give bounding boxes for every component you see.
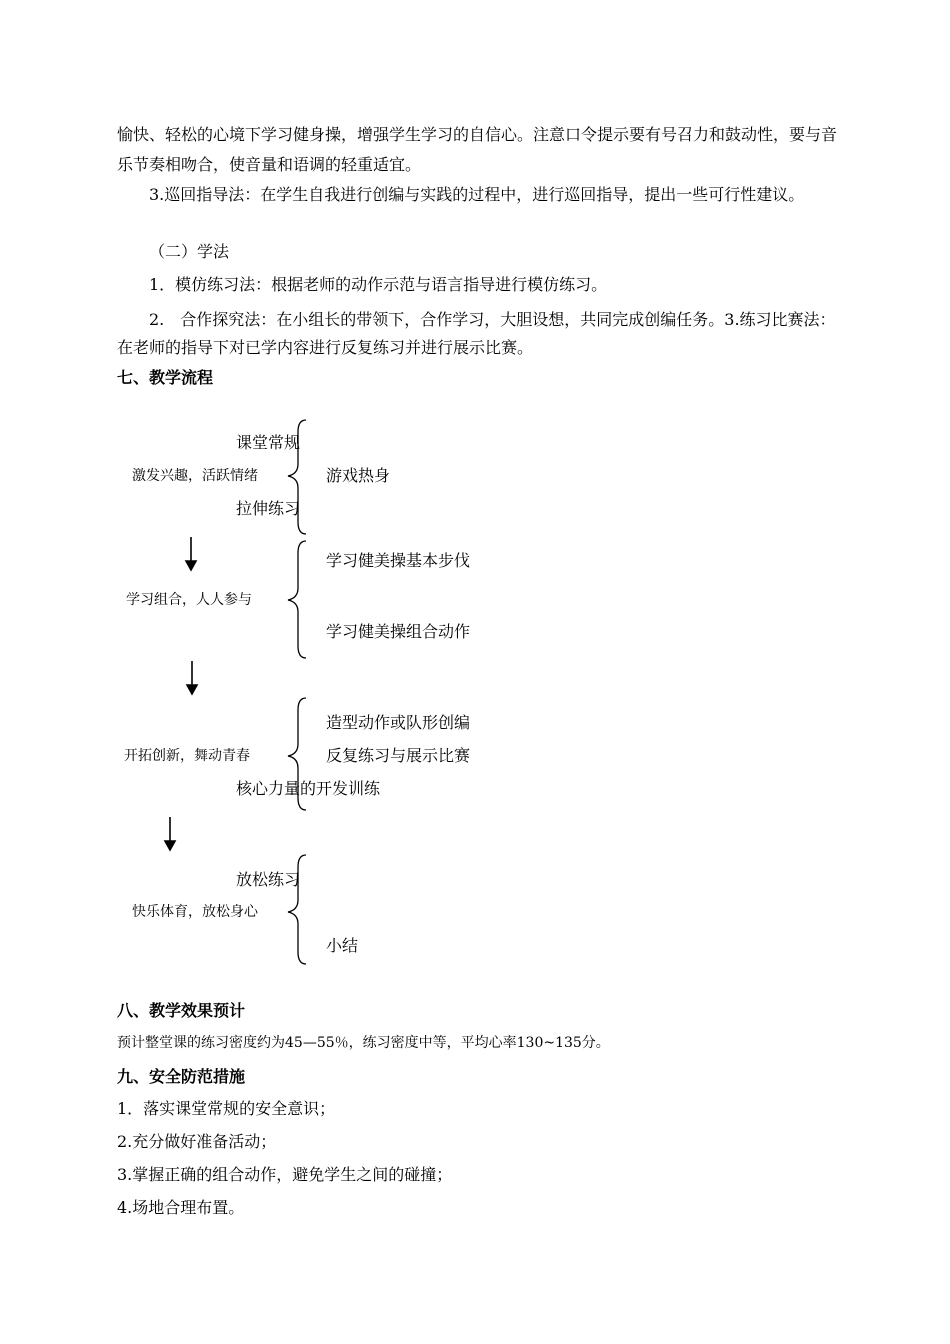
section-8-heading: 八、教学效果预计 [117, 1001, 246, 1020]
section-7-heading: 七、教学流程 [117, 368, 214, 387]
section-8-text: 预计整堂课的练习密度约为45—55％，练习密度中等，平均心率130~135分。 [117, 1035, 610, 1051]
flow-item-classroom-routine: 课堂常规 [236, 433, 301, 452]
flow-label-happy-pe: 快乐体育，放松身心 [132, 904, 258, 920]
flow-item-warmup-game: 游戏热身 [326, 466, 391, 485]
safety-item-4: 4.场地合理布置。 [117, 1198, 245, 1217]
flow-label-learn-combination: 学习组合，人人参与 [126, 592, 252, 608]
flow-item-practice-competition: 反复练习与展示比赛 [326, 746, 471, 765]
brace-group-2 [288, 541, 306, 658]
arrow-1-head [186, 561, 196, 570]
paragraph-teaching-method: 愉快、轻松的心境下学习健身操，增强学生学习的自信心。注意口令提示要有号召力和鼓动性，要与音乐节奏相吻合，使音量和语调的轻重适宜。 [117, 125, 838, 174]
flow-item-formation-creation: 造型动作或队形创编 [326, 713, 471, 732]
flow-item-core-strength: 核心力量的开发训练 [236, 779, 381, 798]
flow-item-relaxation: 放松练习 [236, 870, 301, 889]
flow-item-stretching: 拉伸练习 [236, 499, 301, 518]
brace-group-4 [288, 855, 306, 964]
flow-item-basic-steps: 学习健美操基本步伐 [326, 551, 471, 570]
flow-item-combination-moves: 学习健美操组合动作 [326, 622, 471, 641]
safety-item-3: 3.掌握正确的组合动作，避免学生之间的碰撞； [117, 1165, 453, 1184]
arrow-2-head [187, 685, 197, 694]
paragraph-patrol-guidance: 3.巡回指导法：在学生自我进行创编与实践的过程中，进行巡回指导，提出一些可行性建议。 [149, 185, 805, 204]
xuefa-item-cooperation: 2. 合作探究法：在小组长的带领下，合作学习，大胆设想，共同完成创编任务。3.练习比赛法：在老师的指导下对已学内容进行反复练习并进行展示比赛。 [117, 310, 836, 357]
brace-group-3 [288, 698, 306, 810]
brace-group-1 [288, 420, 306, 534]
flow-label-innovation: 开拓创新，舞动青春 [124, 748, 250, 764]
safety-item-2: 2.充分做好准备活动； [117, 1132, 277, 1151]
arrow-3-head [165, 841, 175, 850]
section-9-heading: 九、安全防范措施 [117, 1067, 246, 1086]
xuefa-item-imitation: 1．模仿练习法：根据老师的动作示范与语言指导进行模仿练习。 [149, 275, 608, 294]
flow-label-stimulate-interest: 激发兴趣，活跃情绪 [132, 468, 258, 484]
safety-item-1: 1．落实课堂常规的安全意识； [117, 1099, 336, 1118]
flow-item-summary: 小结 [326, 936, 359, 955]
xuefa-heading: （二）学法 [149, 242, 230, 261]
